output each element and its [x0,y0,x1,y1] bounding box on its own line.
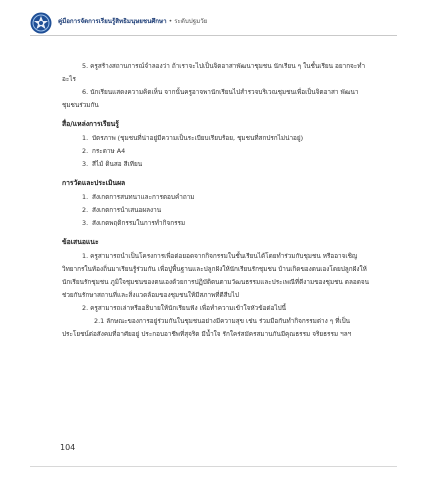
step-5-paragraph: 5. ครูสร้างสถานการณ์จำลองว่า ถ้าเราจะไปเป็นจิตอาสาพัฒนาชุมชน นักเรียน ๆ ในชั้นเรียน อยากจะทำอะไร [62,62,366,83]
list-item: 2. สังเกตการนำเสนอผลงาน [82,206,162,214]
header-subtitle: ระดับปฐมวัย [174,18,208,25]
suggestion-2-1-paragraph: 2.1 ลักษณะของการอยู่ร่วมกันในชุมชนอย่างมีความสุข เช่น ร่วมมือกันทำกิจกรรมต่าง ๆ ที่เป็นประโยชน์ต่อสังคมที่อาศัยอยู่ ประกอบอาชีพที่สุจริต มีน้ำใจ รักใคร่สมัครสมานกันมีคุณธรรม จริยธรรม ฯลฯ [62,317,352,338]
document-title [58,16,207,26]
header-separator: • [168,18,173,25]
suggestion-1-paragraph: 1. ครูสามารถนำเป็นโครงการเพื่อต่อยอดจากกิจกรรมในชั้นเรียนได้โดยทำร่วมกับชุมชน หรืออาจเชิญวิทยากรในท้องถิ่นมาเรียนรู้ร่วมกัน เพื่อปูพื้นฐานและปลูกฝังให้นักเรียนรักชุมชน บ้านเกิดของตนเองโดยปลูกฝังให้นักเรียนรักชุมชน ภูมิใจชุมชนของตนเองด้วยการปฏิบัติตนตามวัฒนธรรมและประเพณีที่ดีงามของชุมชน ตลอดจนช่วยกันรักษาสถานที่และสิ่งแวดล้อมของชุมชนให้มีสภาพที่ดีสืบไป [62,252,369,299]
evaluation-heading: การวัดและประเมินผล [62,179,126,187]
suggestion-2-paragraph: 2. ครูสามารถเล่าหรืออธิบายให้นักเรียนฟัง เพื่อทำความเข้าใจหัวข้อต่อไปนี้ [82,304,287,312]
materials-heading: สื่อ/แหล่งการเรียนรู้ [62,120,119,128]
list-item: 3. สังเกตพฤติกรรมในการทำกิจกรรม [82,219,186,227]
list-item: 1. สังเกตการสนทนาและการตอบคำถาม [82,193,195,201]
list-item: 1. บัตรภาพ (ชุมชนที่น่าอยู่มีความเป็นระเบียบเรียบร้อย, ชุมชนที่สกปรกไม่น่าอยู่) [82,134,304,142]
header-title-text: คู่มือการจัดการเรียนรู้สิทธิมนุษยชนศึกษา [58,18,167,25]
header-divider [30,35,397,36]
materials-list [62,132,375,171]
evaluation-list [62,191,375,230]
organization-logo-icon [30,12,52,34]
page-header [0,0,427,40]
suggestions-heading: ข้อเสนอแนะ [62,238,99,246]
list-item: 2. กระดาษ A4 [82,147,126,155]
step-6-paragraph: 6. นักเรียนแสดงความคิดเห็น จากนั้นครูอาจพานักเรียนไปสำรวจบริเวณชุมชนเพื่อเป็นจิตอาสา พัฒนาชุมชนร่วมกัน [62,88,359,109]
page-body [62,60,375,341]
page-number: 104 [60,443,76,452]
footer-divider [30,466,397,467]
list-item: 3. สีไม้ ดินสอ สีเทียน [82,160,143,168]
